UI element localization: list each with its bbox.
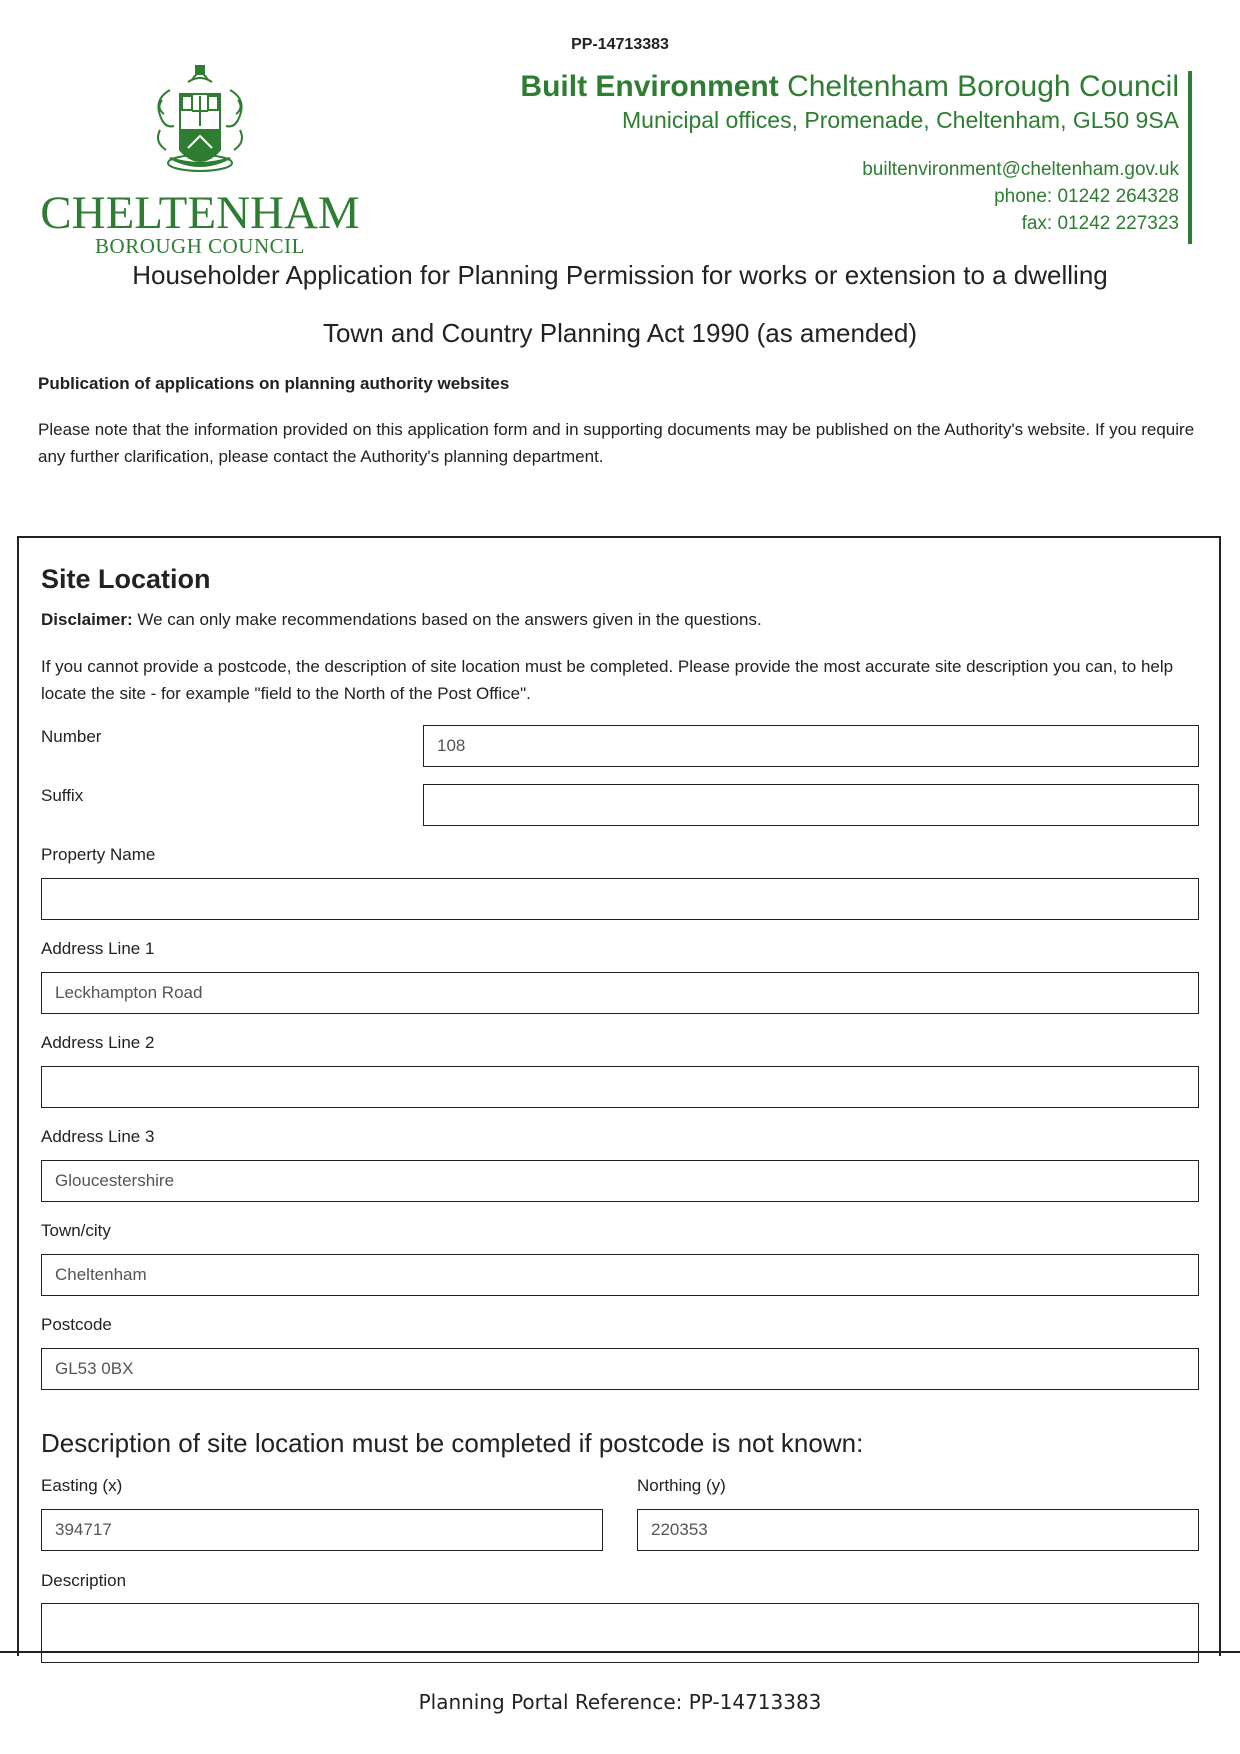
- header-divider: [1188, 71, 1192, 244]
- council-address: Municipal offices, Promenade, Cheltenham, GL50 9SA: [622, 107, 1179, 133]
- council-logo: [40, 60, 360, 260]
- organisation-name: [520, 68, 1179, 106]
- disclaimer: [41, 610, 762, 630]
- number-label: Number: [41, 727, 102, 746]
- disclaimer-label: Disclaimer:: [41, 610, 133, 629]
- organisation-details: [520, 68, 1179, 237]
- description-heading: Description of site location must be completed if postcode is not known:: [41, 1428, 864, 1458]
- council-phone: phone: 01242 264328: [994, 186, 1179, 207]
- northing-label: Northing (y): [637, 1476, 726, 1495]
- number-field[interactable]: 108: [423, 725, 1199, 767]
- publication-heading: Publication of applications on planning authority websites: [38, 374, 510, 393]
- logo-name: CHELTENHAM: [40, 187, 360, 239]
- suffix-field[interactable]: [423, 784, 1199, 826]
- suffix-label: Suffix: [41, 786, 84, 805]
- logo-subname: BOROUGH COUNCIL: [95, 234, 305, 258]
- northing-field[interactable]: 220353: [637, 1509, 1199, 1551]
- council-email: builtenvironment@cheltenham.gov.uk: [862, 159, 1179, 180]
- postcode-label: Postcode: [41, 1315, 112, 1334]
- easting-label: Easting (x): [41, 1476, 123, 1495]
- postcode-field[interactable]: GL53 0BX: [41, 1348, 1199, 1390]
- address-line-2-field[interactable]: [41, 1066, 1199, 1108]
- address-line-1-label: Address Line 1: [41, 939, 155, 958]
- town-field[interactable]: Cheltenham: [41, 1254, 1199, 1296]
- form-title: Householder Application for Planning Permission for works or extension to a dwelling: [132, 260, 1108, 290]
- postcode-note: If you cannot provide a postcode, the description of site location must be completed. Please provide the most accurate site description you can, to help locate the site - for example "field to the North of the Post Office".: [41, 657, 1174, 703]
- department-name: Built Environment: [520, 70, 779, 103]
- address-line-1-field[interactable]: Leckhampton Road: [41, 972, 1199, 1014]
- description-field[interactable]: [41, 1603, 1199, 1663]
- address-line-3-label: Address Line 3: [41, 1127, 155, 1146]
- property-name-field[interactable]: [41, 878, 1199, 920]
- easting-field[interactable]: 394717: [41, 1509, 603, 1551]
- footer-reference: Planning Portal Reference: PP-14713383: [418, 1690, 822, 1714]
- council-name: Cheltenham Borough Council: [778, 70, 1179, 103]
- coat-of-arms-icon: [140, 60, 260, 188]
- address-line-3-field[interactable]: Gloucestershire: [41, 1160, 1199, 1202]
- council-fax: fax: 01242 227323: [1021, 213, 1179, 234]
- address-line-2-label: Address Line 2: [41, 1033, 155, 1052]
- section-title: Site Location: [41, 564, 211, 594]
- site-location-section: [17, 536, 1221, 1656]
- description-label: Description: [41, 1571, 127, 1590]
- disclaimer-text: We can only make recommendations based on the answers given in the questions.: [132, 610, 762, 629]
- property-name-label: Property Name: [41, 845, 156, 864]
- reference-number: PP-14713383: [571, 36, 669, 53]
- form-subtitle: Town and Country Planning Act 1990 (as amended): [322, 318, 918, 348]
- page-break-rule: [0, 1651, 1240, 1653]
- town-label: Town/city: [41, 1221, 111, 1240]
- publication-text: Please note that the information provided on this application form and in supporting documents may be published on the Authority's website. If you require any further clarification, please contact the Authority's planning department.: [38, 420, 1195, 466]
